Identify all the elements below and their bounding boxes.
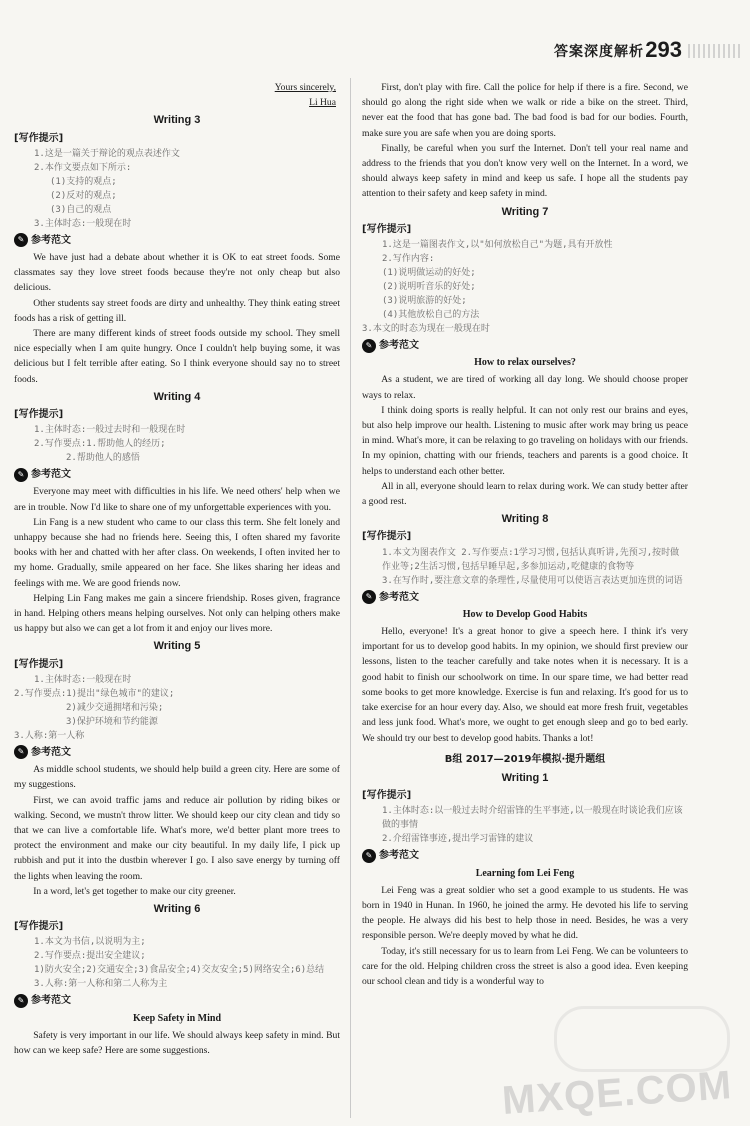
writing-3-tip: (2)反对的观点; <box>50 190 117 201</box>
writing-4-tip: 1.主体时态:一般过去时和一般现在时 <box>34 425 186 436</box>
writing-7-tip: (4)其他放松自己的方法 <box>382 310 480 321</box>
header-decoration <box>688 44 740 58</box>
b-writing-1-tip-label: [写作提示] <box>362 790 412 802</box>
essay-paragraph: First, we can avoid traffic jams and reduce air pollution by riding bikes or walking. Second, we mustn't throw litter. We should keep our city clean and tidy so that we can live a comfortable life. What's more, we'd better plant more trees to protect the environment and make our city beautiful. In my daily life, I pick up rubbish and put it into the dustbin wherever I go. I also save energy by turning off the lights when leaving the room. <box>14 794 340 882</box>
writing-5-title: Writing 5 <box>153 640 201 653</box>
writing-4-tip: 2.帮助他人的感悟 <box>66 453 140 464</box>
writing-6-title: Writing 6 <box>153 902 201 915</box>
ref-label: 参考范文 <box>31 234 71 246</box>
pen-icon: ✎ <box>14 468 28 482</box>
pen-icon: ✎ <box>14 994 28 1008</box>
ref-label: 参考范文 <box>379 591 419 603</box>
writing-5-tip: 3.人称:第一人称 <box>14 730 85 741</box>
writing-7-tip-label: [写作提示] <box>362 223 412 235</box>
writing-7-title: Writing 7 <box>501 205 549 218</box>
writing-5-tip-label: [写作提示] <box>14 658 64 670</box>
pen-icon: ✎ <box>362 590 376 604</box>
essay-paragraph: As middle school students, we should help build a green city. Here are some of my suggestions. <box>14 764 340 791</box>
watermark-logo <box>554 1006 730 1072</box>
essay-title: Learning fom Lei Feng <box>475 867 575 879</box>
writing-8-title: Writing 8 <box>501 513 549 526</box>
essay-paragraph: Finally, be careful when you surf the Internet. Don't tell your real name and address to the friends that you don't know very well on the Internet. In a word, we should always keep safety in mind and keep us safe. I hope all the students pay attention to their safety and keep safety in mind. <box>362 142 688 200</box>
writing-4-tip-label: [写作提示] <box>14 409 64 421</box>
writing-7-ref <box>362 338 688 353</box>
writing-7-tip: 3.本文的时态为现在一般现在时 <box>362 324 490 335</box>
writing-6-tip: 3.人称:第一人称和第二人称为主 <box>34 979 168 990</box>
writing-6-tip: 1)防火安全;2)交通安全;3)食品安全;4)交友安全;5)网络安全;6)总结 <box>34 965 325 976</box>
ref-label: 参考范文 <box>31 469 71 481</box>
writing-7-tip: 1.这是一篇图表作文,以"如何放松自己"为题,具有开放性 <box>382 240 613 251</box>
writing-5-tip: 2.写作要点:1)提出"绿色城市"的建议; <box>14 688 175 699</box>
writing-7-tip: (2)说明听音乐的好处; <box>382 282 476 293</box>
pen-icon: ✎ <box>14 233 28 247</box>
right-column <box>362 80 688 989</box>
header-label: 答案深度解析 <box>554 44 644 60</box>
pen-icon: ✎ <box>14 745 28 759</box>
essay-paragraph: Today, it's still necessary for us to learn from Lei Feng. We can be volunteers to care for the old. Helping children cross the street is also a good idea. Even keeping our school clean and tidy is a wonderful way to <box>362 945 688 987</box>
left-column <box>14 80 340 1058</box>
writing-5-tip: 2)减少交通拥堵和污染; <box>66 702 164 713</box>
essay-paragraph: All in all, everyone should learn to relax during work. We can study better after a good rest. <box>362 480 688 508</box>
writing-8-tip: 1.本文为图表作文 2.写作要点:1学习习惯,包括认真听讲,先预习,按时做作业等;2生活习惯,包括早睡早起,多参加运动,吃健康的食物等 <box>382 547 680 572</box>
essay-paragraph: I think doing sports is really helpful. It can not only rest our brains and eyes, but also help improve our health. Listening to music after work may bring us peace in mind. What's more, it can be relaxing to go traveling on holidays with our friends. In my opinion, chatting with our friends, teachers and parents is a good choice. It helps to understand each other better. <box>362 404 688 477</box>
writing-3-tip: (3)自己的观点 <box>50 204 112 215</box>
essay-paragraph: Other students say street foods are dirty and unhealthy. They think eating street foods has a risk of getting ill. <box>14 297 340 324</box>
page-header <box>480 38 740 62</box>
essay-paragraph: Hello, everyone! It's a great honor to give a speech here. I think it's very important for us to develop good habits. In my opinion, we should first preview our lessons, listen to the teacher carefully and take notes when it is necessary. It is a good habit to finish our schoolwork on time. In our spare time, we had better read some books to get more knowledge. Exercise is fun and relaxing. It's good for us to take exercise for an hour every day. Also, we should eat more fresh fruit, vegetables and less junk food. What's more, we ought to get enough sleep and go to bed early. We should try our best to develop good habits. Thanks a lot! <box>362 626 688 744</box>
essay-paragraph: As a student, we are tired of working all day long. We should choose proper ways to relax. <box>362 374 688 401</box>
writing-4-title: Writing 4 <box>153 390 201 403</box>
writing-7-tip: (1)说明做运动的好处; <box>382 268 476 279</box>
essay-paragraph: Helping Lin Fang makes me gain a sincere friendship. Roses given, fragrance in hand. Helping others means helping ourselves. Not only can helping others make us happy but also we can get a lot from it and enjoy our lives more. <box>14 592 340 635</box>
writing-5-tip: 3)保护环境和节约能源 <box>66 716 158 727</box>
writing-6-tip: 1.本文为书信,以说明为主; <box>34 937 146 948</box>
writing-8-tip: 3.在写作时,要注意文章的条理性,尽量使用可以使语言表达更加连贯的词语 <box>382 575 683 586</box>
writing-3-tip: 3.主体时态:一般现在时 <box>34 218 132 229</box>
essay-paragraph: Lei Feng was a great soldier who set a good example to us students. He was born in 1940 in Hunan. In 1960, he joined the army. He devoted his life to serving the people. He always did his best to help those in need. Besides, he was a very responsible person. We're deeply moved by what he did. <box>362 884 688 942</box>
writing-3-ref <box>14 233 340 248</box>
essay-paragraph: There are many different kinds of street foods outside my school. They smell nice especially when I am quite hungry. Once I couldn't help buying some, it was delicious but I felt terrible after eating. So I think everyone should say no to street foods. <box>14 328 340 385</box>
writing-8-ref <box>362 590 688 605</box>
essay-paragraph: We have just had a debate about whether it is OK to eat street foods. Some classmates say they love street foods because they're not only cheap but also delicious. <box>14 252 340 294</box>
essay-title: How to Develop Good Habits <box>462 608 588 620</box>
pen-icon: ✎ <box>362 849 376 863</box>
writing-6-tip-label: [写作提示] <box>14 921 64 933</box>
writing-5-tip: 1.主体时态:一般现在时 <box>34 674 132 685</box>
signoff-line: Yours sincerely, <box>274 82 336 93</box>
writing-3-tip-label: [写作提示] <box>14 132 64 144</box>
writing-4-ref <box>14 467 340 482</box>
essay-paragraph: First, don't play with fire. Call the police for help if there is a fire. Second, we should go along the right side when we walk or ride a bike on the street. Third, never eat the food that has gone bad. The bad food is bad for our bodies. Fourth, make sure you are safe when you are doing sports. <box>362 82 688 139</box>
writing-6-ref <box>14 993 340 1008</box>
essay-title: How to relax ourselves? <box>474 357 576 369</box>
watermark-text: MXQE.COM <box>500 1063 734 1123</box>
b-writing-1-tip: 1.主体时态:以一般过去时介绍雷锋的生平事迹,以一般现在时谈论我们应该做的事情 <box>382 806 683 831</box>
column-divider <box>350 78 351 1118</box>
essay-paragraph: Everyone may meet with difficulties in his life. We need others' help when we are in trouble. Now I'd like to share one of my unforgettable experiences with you. <box>14 486 340 513</box>
ref-label: 参考范文 <box>379 850 419 862</box>
essay-paragraph: In a word, let's get together to make our city greener. <box>33 885 236 897</box>
b-writing-1-tip: 2.介绍雷锋事迹,提出学习雷锋的建议 <box>382 834 534 845</box>
writing-3-tip: 2.本作文要点如下所示: <box>34 162 132 173</box>
writing-6-tip: 2.写作要点:提出安全建议; <box>34 951 146 962</box>
b-writing-1-title: Writing 1 <box>501 771 549 784</box>
writing-4-tip: 2.写作要点:1.帮助他人的经历; <box>34 439 166 450</box>
page-number: 293 <box>645 37 682 62</box>
pen-icon: ✎ <box>362 339 376 353</box>
writing-5-ref <box>14 745 340 760</box>
ref-label: 参考范文 <box>31 995 71 1007</box>
writing-3-tip: 1.这是一篇关于辩论的观点表述作文 <box>34 148 180 159</box>
writing-3-tip: (1)支持的观点; <box>50 176 117 187</box>
essay-paragraph: Safety is very important in our life. We should always keep safety in mind. But how can we keep safe? Here are some suggestions. <box>14 1029 340 1056</box>
essay-paragraph: Lin Fang is a new student who came to our class this term. She felt lonely and unhappy because she had no friends here. Seeing this, I often shared my favorite books with her and chatted with her after class. On weekends, I often invited her to my home. Gradually, smile appeared on her face. She likes sharing her ideas and feelings with me. We are good friends now. <box>14 516 340 589</box>
ref-label: 参考范文 <box>31 746 71 758</box>
signoff-name: Li Hua <box>309 97 336 109</box>
writing-7-tip: (3)说明旅游的好处; <box>382 296 467 307</box>
b-writing-1-ref <box>362 848 688 863</box>
essay-title: Keep Safety in Mind <box>132 1012 222 1024</box>
writing-7-tip: 2.写作内容: <box>382 254 435 265</box>
writing-8-tip-label: [写作提示] <box>362 531 412 543</box>
ref-label: 参考范文 <box>379 340 419 352</box>
group-b-heading: B组 2017—2019年模拟·提升题组 <box>444 753 606 765</box>
writing-3-title: Writing 3 <box>153 114 201 127</box>
